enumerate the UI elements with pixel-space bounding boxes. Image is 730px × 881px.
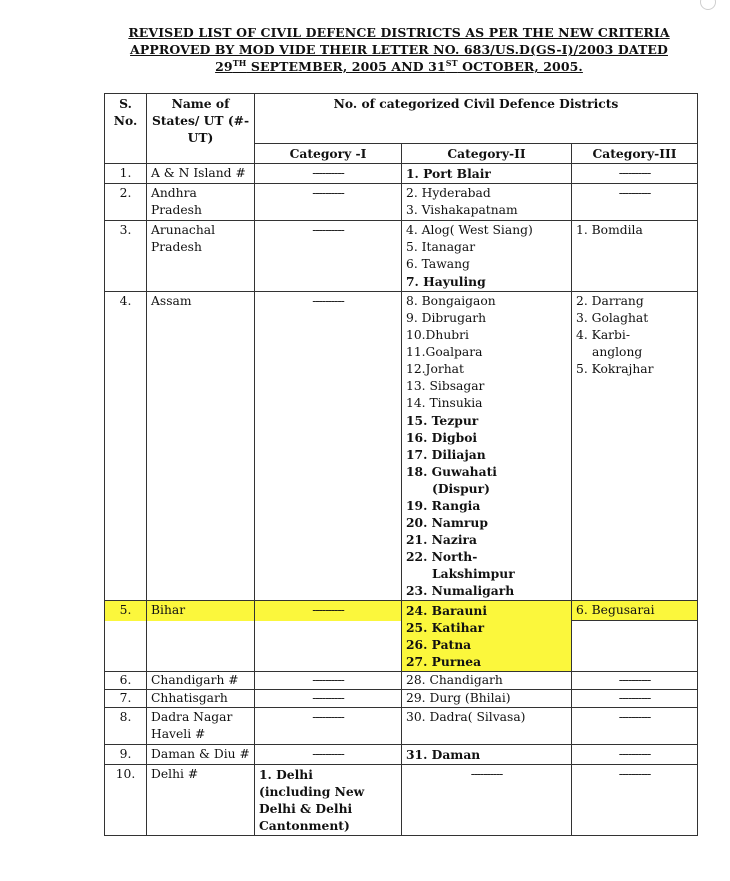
district-item: 2. Hyderabad bbox=[406, 186, 491, 200]
row-number: 5. bbox=[105, 601, 147, 621]
heading-line-3 bbox=[104, 58, 694, 75]
cat2-list bbox=[402, 690, 572, 708]
cat2-list bbox=[402, 672, 572, 690]
district-item: 11.Goalpara bbox=[406, 345, 483, 359]
district-item-cont: Delhi & Delhi bbox=[259, 801, 353, 816]
district-item: 20. Namrup bbox=[406, 515, 488, 530]
district-item: 26. Patna bbox=[406, 637, 472, 652]
table-row bbox=[105, 765, 698, 836]
cat3-list bbox=[572, 292, 698, 601]
col-state-header: Name of States/ UT (#-UT) bbox=[147, 94, 255, 164]
district-item: 5. Kokrajhar bbox=[576, 362, 654, 376]
table-row bbox=[105, 221, 698, 292]
table-row bbox=[105, 292, 698, 601]
cat3-list bbox=[572, 221, 698, 292]
district-item: 2. Darrang bbox=[576, 294, 644, 308]
district-item-cont: Lakshimpur bbox=[432, 566, 515, 581]
district-item: 18. Guwahati bbox=[406, 464, 497, 479]
cat2-empty: ---------- bbox=[402, 765, 572, 836]
cat3-empty: ---------- bbox=[572, 708, 698, 745]
district-item: 17. Diliajan bbox=[406, 447, 486, 462]
district-item: 25. Katihar bbox=[406, 620, 485, 635]
district-item: 5. Itanagar bbox=[406, 240, 476, 254]
district-item: 30. Dadra( Silvasa) bbox=[406, 710, 526, 724]
row-spacer-cell bbox=[105, 621, 147, 672]
header-row-1 bbox=[105, 94, 698, 144]
cat3-empty: ---------- bbox=[572, 745, 698, 765]
cat1-empty: ---------- bbox=[255, 164, 402, 184]
districts-table bbox=[104, 93, 698, 836]
state-name: A & N Island # bbox=[147, 164, 255, 184]
table-row-spacer bbox=[105, 621, 698, 672]
row-number: 7. bbox=[105, 690, 147, 708]
district-item-cont: Cantonment) bbox=[259, 818, 350, 833]
row-number: 8. bbox=[105, 708, 147, 745]
district-item: 1. Delhi bbox=[259, 767, 313, 782]
cat2-list bbox=[402, 708, 572, 745]
state-name: Dadra Nagar Haveli # bbox=[147, 708, 255, 745]
cat2-list bbox=[402, 601, 572, 672]
table-row bbox=[105, 708, 698, 745]
heading-sup-1: TH bbox=[232, 57, 247, 68]
cat1-empty: ---------- bbox=[255, 745, 402, 765]
district-item-cont: (including New bbox=[259, 784, 365, 799]
table-row bbox=[105, 164, 698, 184]
district-item: 21. Nazira bbox=[406, 532, 477, 547]
row-spacer-cell bbox=[255, 621, 402, 672]
district-item: 31. Daman bbox=[406, 747, 481, 762]
district-item: 9. Dibrugarh bbox=[406, 311, 487, 325]
cat2-list bbox=[402, 221, 572, 292]
cat3-empty: ---------- bbox=[572, 672, 698, 690]
heading-sup-2: ST bbox=[445, 57, 458, 68]
col-cat3-header: Category-III bbox=[572, 144, 698, 164]
district-item-cont: anglong bbox=[592, 345, 643, 359]
row-spacer-cell bbox=[572, 621, 698, 672]
row-number: 6. bbox=[105, 672, 147, 690]
district-item: 4. Karbi- bbox=[576, 328, 630, 342]
state-name: Delhi # bbox=[147, 765, 255, 836]
heading-date-3: OCTOBER, 2005. bbox=[457, 59, 583, 74]
district-item: 22. North- bbox=[406, 549, 478, 564]
state-name: Andhra Pradesh bbox=[147, 184, 255, 221]
district-item: 29. Durg (Bhilai) bbox=[406, 691, 511, 705]
cat3-empty: ---------- bbox=[572, 164, 698, 184]
table-row bbox=[105, 745, 698, 765]
row-number: 2. bbox=[105, 184, 147, 221]
cat1-empty: ---------- bbox=[255, 184, 402, 221]
district-item: 24. Barauni bbox=[406, 603, 488, 618]
district-item: 10.Dhubri bbox=[406, 328, 469, 342]
state-name: Arunachal Pradesh bbox=[147, 221, 255, 292]
district-item: 6. Begusarai bbox=[576, 603, 655, 617]
cat2-list bbox=[402, 164, 572, 184]
page-corner-mark bbox=[700, 0, 716, 10]
cat1-empty: ---------- bbox=[255, 221, 402, 292]
heading-date-1: 29 bbox=[215, 59, 233, 74]
heading-line-2: APPROVED BY MOD VIDE THEIR LETTER NO. 683/US.D(GS-I)/2003 DATED bbox=[130, 42, 668, 57]
district-item: 19. Rangia bbox=[406, 498, 481, 513]
cat3-empty: ---------- bbox=[572, 690, 698, 708]
row-number: 9. bbox=[105, 745, 147, 765]
cat2-list bbox=[402, 184, 572, 221]
district-item: 1. Bomdila bbox=[576, 223, 643, 237]
district-item: 12.Jorhat bbox=[406, 362, 464, 376]
district-item: 3. Golaghat bbox=[576, 311, 649, 325]
state-name: Chandigarh # bbox=[147, 672, 255, 690]
cat1-empty: ---------- bbox=[255, 690, 402, 708]
state-name: Chhatisgarh bbox=[147, 690, 255, 708]
col-sno-header: S. No. bbox=[105, 94, 147, 164]
district-item: 1. Port Blair bbox=[406, 166, 491, 181]
cat1-empty: ---------- bbox=[255, 601, 402, 621]
row-number: 4. bbox=[105, 292, 147, 601]
district-item: 15. Tezpur bbox=[406, 413, 479, 428]
table-row bbox=[105, 601, 698, 621]
district-item-cont: (Dispur) bbox=[432, 481, 490, 496]
heading-date-2: SEPTEMBER, 2005 AND 31 bbox=[246, 59, 446, 74]
district-item: 27. Purnea bbox=[406, 654, 482, 669]
row-number: 1. bbox=[105, 164, 147, 184]
cat3-empty: ---------- bbox=[572, 765, 698, 836]
state-name: Assam bbox=[147, 292, 255, 601]
col-cat1-header: Category -I bbox=[255, 144, 402, 164]
district-item: 6. Tawang bbox=[406, 257, 470, 271]
cat1-empty: ---------- bbox=[255, 292, 402, 601]
district-item: 28. Chandigarh bbox=[406, 673, 503, 687]
heading-line-1: REVISED LIST OF CIVIL DEFENCE DISTRICTS AS PER THE NEW CRITERIA bbox=[128, 25, 670, 40]
district-item: 7. Hayuling bbox=[406, 274, 486, 289]
district-item: 14. Tinsukia bbox=[406, 396, 483, 410]
district-item: 13. Sibsagar bbox=[406, 379, 485, 393]
col-cat2-header: Category-II bbox=[402, 144, 572, 164]
cat1-list bbox=[255, 765, 402, 836]
cat1-empty: ---------- bbox=[255, 708, 402, 745]
col-group-header: No. of categorized Civil Defence Districts bbox=[255, 94, 698, 144]
state-name: Bihar bbox=[147, 601, 255, 621]
cat2-list bbox=[402, 292, 572, 601]
row-spacer-cell bbox=[147, 621, 255, 672]
cat3-empty: ---------- bbox=[572, 184, 698, 221]
document-heading bbox=[104, 24, 694, 75]
district-item: 4. Alog( West Siang) bbox=[406, 223, 533, 237]
cat3-list bbox=[572, 601, 698, 621]
cat2-list bbox=[402, 745, 572, 765]
district-item: 3. Vishakapatnam bbox=[406, 203, 518, 217]
district-item: 8. Bongaigaon bbox=[406, 294, 496, 308]
table-row bbox=[105, 184, 698, 221]
table-row bbox=[105, 690, 698, 708]
district-item: 16. Digboi bbox=[406, 430, 478, 445]
cat1-empty: ---------- bbox=[255, 672, 402, 690]
district-item: 23. Numaligarh bbox=[406, 583, 515, 598]
state-name: Daman & Diu # bbox=[147, 745, 255, 765]
row-number: 3. bbox=[105, 221, 147, 292]
table-row bbox=[105, 672, 698, 690]
row-number: 10. bbox=[105, 765, 147, 836]
